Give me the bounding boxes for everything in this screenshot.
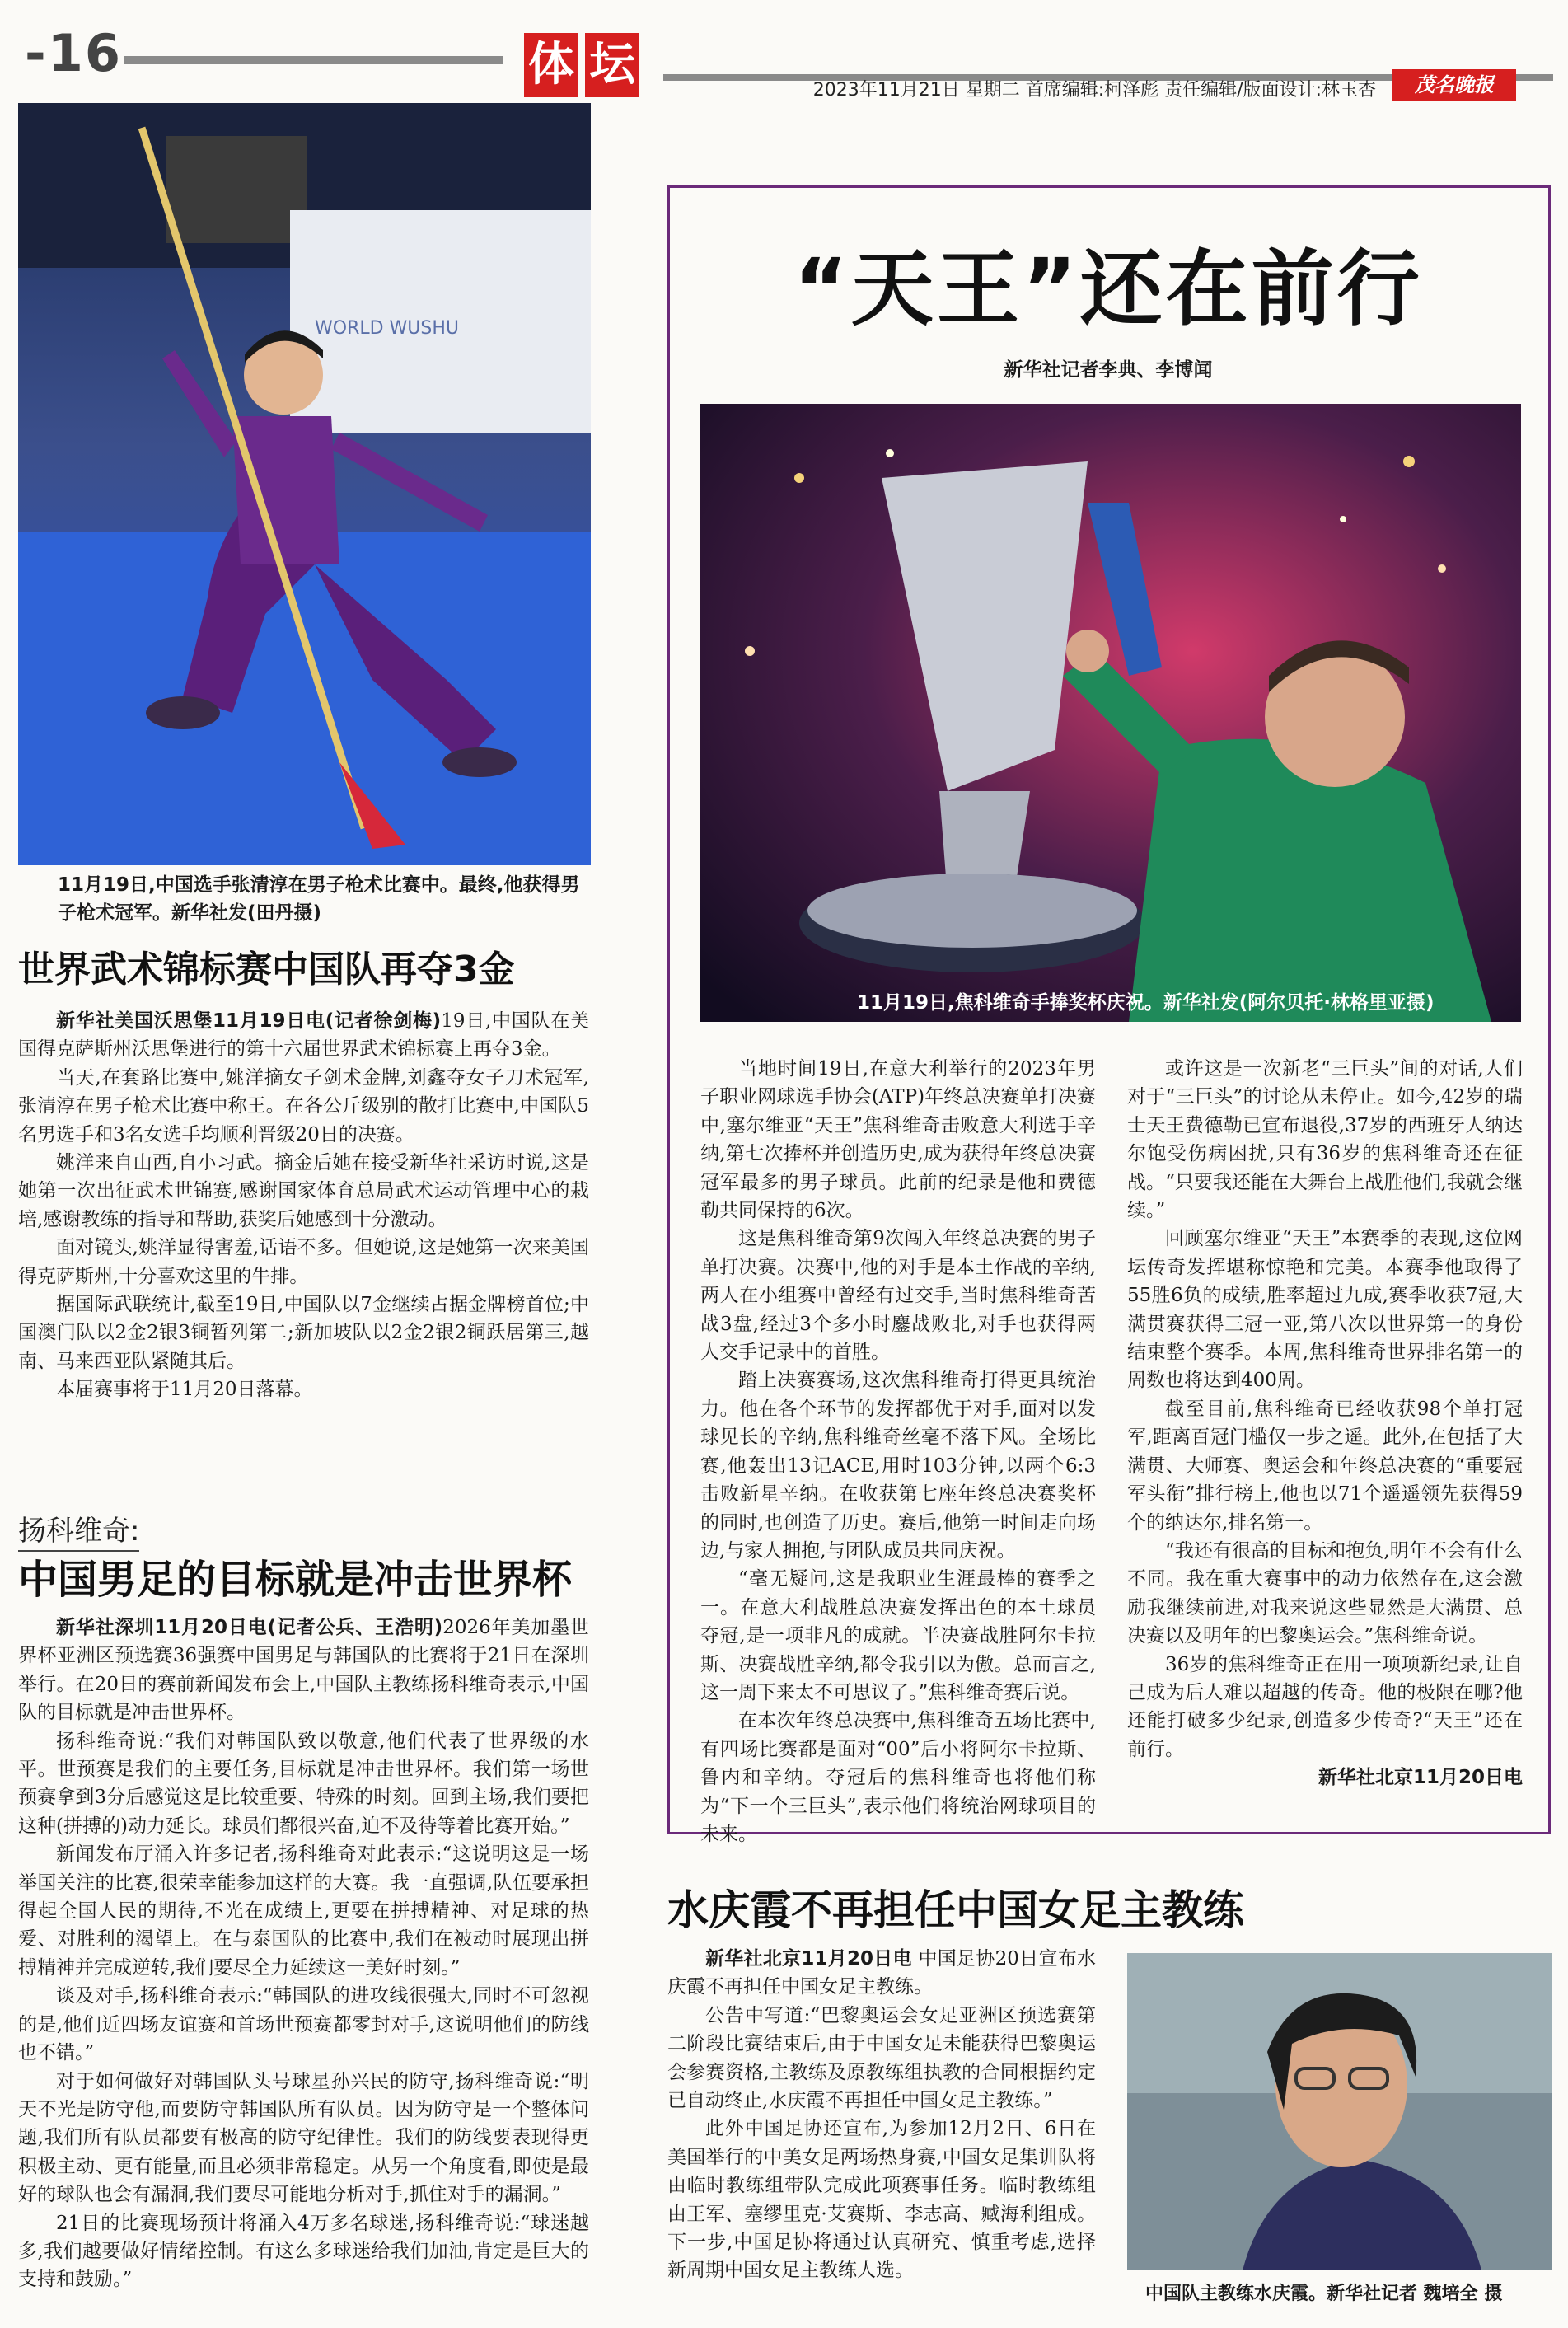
wushu-paragraph: 姚洋来自山西,自小习武。摘金后她在接受新华社采访时说,这是她第一次出征武术世锦赛,感谢国家体育总局武术运动管理中心的栽培,感谢教练的指导和帮助,获奖后她感到十分激动。 bbox=[18, 1152, 589, 1230]
coach-photo bbox=[1127, 1953, 1552, 2270]
football-lead: 新华社深圳11月20日电(记者公兵、王浩明) bbox=[56, 1617, 443, 1638]
wushu-paragraph: 据国际武联统计,截至19日,中国队以7金继续占据金牌榜首位;中国澳门队以2金2银3铜暂列第二;新加坡队以2金2银2铜跃居第三,越南、马来西亚队紧随其后。 bbox=[18, 1294, 589, 1372]
coach-photo-caption: 中国队主教练水庆霞。新华社记者 魏培全 摄 bbox=[1145, 2284, 1503, 2304]
wushu-photo bbox=[18, 103, 591, 865]
tennis-article-column-2 bbox=[1127, 1055, 1523, 1792]
section-title-char-2: 坛 bbox=[585, 33, 639, 97]
football-paragraph: 对于如何做好对韩国队头号球星孙兴民的防守,扬科维奇说:“明天不光是防守他,而要防守韩国队所有队员。因为防守是一个整体问题,我们所有队员都要有极高的防守纪律性。我们的防线要表现得更积极主动、更有能量,而且必须非常稳定。从另一个角度看,即使是最好的球队也会有漏洞,我们要尽可能地分析对手,抓住对手的漏洞。” bbox=[18, 2070, 589, 2206]
wushu-paragraph: 19日,中国队在美国得克萨斯州沃思堡进行的第十六届世界武术锦标赛上再夺3金。 bbox=[18, 1010, 589, 1061]
wushu-paragraph: 本届赛事将于11月20日落幕。 bbox=[56, 1379, 313, 1401]
wushu-article-body bbox=[18, 1007, 589, 1404]
wushu-lead: 新华社美国沃思堡11月19日电(记者徐剑梅) bbox=[56, 1010, 442, 1032]
tennis-paragraph: 截至目前,焦科维奇已经收获98个单打冠军,距离百冠门槛仅一步之遥。此外,在包括了大满贯、大师赛、奥运会和年终总决赛的“重要冠军头衔”排行榜上,他也以71个遥遥领先获得59个的纳达尔,排名第一。 bbox=[1127, 1398, 1523, 1534]
svg-text:WORLD WUSHU: WORLD WUSHU bbox=[315, 318, 460, 339]
tennis-paragraph: 这是焦科维奇第9次闯入年终总决赛的男子单打决赛。决赛中,他的对手是本土作战的辛纳,两人在小组赛中曾经有过交手,当时焦科维奇苦战3盘,经过3个多小时鏖战败北,对手也获得两人交手记录中的首胜。 bbox=[700, 1228, 1096, 1364]
tennis-photo bbox=[700, 404, 1521, 1022]
tennis-paragraph: 踏上决赛赛场,这次焦科维奇打得更具统治力。他在各个环节的发挥都优于对手,面对以发球见长的辛纳,焦科维奇丝毫不落下风。全场比赛,他轰出13记ACE,用时103分钟,以两个6:3击败新星辛纳。在收获第七座年终总决赛奖杯的同时,也创造了历史。赛后,他第一时间走向场边,与家人拥抱,与团队成员共同庆祝。 bbox=[700, 1370, 1096, 1562]
tennis-headline: “天王”还在前行 bbox=[793, 241, 1423, 337]
womens-football-paragraph: 中国足协20日宣布水庆霞不再担任中国女足主教练。 bbox=[667, 1948, 1097, 1998]
football-paragraph: 扬科维奇说:“我们对韩国队致以敬意,他们代表了世界级的水平。世预赛是我们的主要任务,目标就是冲击世界杯。我们第一场世预赛拿到3分后感觉这是比较重要、特殊的时刻。回到主场,我们要把这种(拼搏的)动力延长。球员们都很兴奋,迫不及待等着比赛开始。” bbox=[18, 1730, 589, 1837]
dateline: 2023年11月21日 星期二 首席编辑:柯泽彪 责任编辑/版面设计:林玉杏 bbox=[812, 80, 1376, 101]
page-number: -16 bbox=[25, 23, 123, 83]
football-headline: 中国男足的目标就是冲击世界杯 bbox=[18, 1557, 573, 1603]
tennis-article-column-1 bbox=[700, 1055, 1096, 1848]
football-article-body bbox=[18, 1614, 589, 2294]
football-paragraph: 21日的比赛现场预计将涌入4万多名球迷,扬科维奇说:“球迷越多,我们越要做好情绪控制。有这么多球迷给我们加油,肯定是巨大的支持和鼓励。” bbox=[18, 2212, 589, 2291]
section-title-char-1: 体 bbox=[524, 33, 578, 97]
football-paragraph: 2026年美加墨世界杯亚洲区预选赛36强赛中国男足与韩国队的比赛将于21日在深圳举行。在20日的赛前新闻发布会上,中国队主教练扬科维奇表示,中国队的目标就是冲击世界杯。 bbox=[18, 1617, 589, 1724]
wushu-athlete-illustration bbox=[18, 103, 591, 865]
trophy-celebration-illustration bbox=[700, 404, 1521, 1022]
tennis-paragraph: 当地时间19日,在意大利举行的2023年男子职业网球选手协会(ATP)年终总决赛单打决赛中,塞尔维亚“天王”焦科维奇击败意大利选手辛纳,第七次捧杯并创造历史,成为获得年终总决赛冠军最多的男子球员。此前的纪录是他和费德勒共同保持的6次。 bbox=[700, 1058, 1096, 1222]
tennis-paragraph: 36岁的焦科维奇正在用一项项新纪录,让自己成为后人难以超越的传奇。他的极限在哪?他还能打破多少纪录,创造多少传奇?“天王”还在前行。 bbox=[1127, 1653, 1523, 1760]
womens-football-paragraph: 公告中写道:“巴黎奥运会女足亚洲区预选赛第二阶段比赛结束后,由于中国女足未能获得巴黎奥运会参赛资格,主教练及原教练组执教的合同根据约定已自动终止,水庆霞不再担任中国女足主教练。” bbox=[667, 2004, 1096, 2112]
womens-football-lead: 新华社北京11月20日电 bbox=[705, 1948, 912, 1970]
tennis-paragraph: 或许这是一次新老“三巨头”间的对话,人们对于“三巨头”的讨论从未停止。如今,42岁的瑞士天王费德勒已宣布退役,37岁的西班牙人纳达尔饱受伤病困扰,只有36岁的焦科维奇还在征战。“只要我还能在大舞台上战胜他们,我就会继续。” bbox=[1127, 1058, 1523, 1222]
wushu-paragraph: 面对镜头,姚洋显得害羞,话语不多。但她说,这是她第一次来美国得克萨斯州,十分喜欢这里的牛排。 bbox=[18, 1237, 589, 1287]
tennis-paragraph: 在本次年终总决赛中,焦科维奇五场比赛中,有四场比赛都是面对“00”后小将阿尔卡拉斯、鲁内和辛纳。夺冠后的焦科维奇也将他们称为“下一个三巨头”,表示他们将统治网球项目的未来。 bbox=[700, 1710, 1096, 1845]
tennis-paragraph: “我还有很高的目标和抱负,明年不会有什么不同。我在重大赛事中的动力依然存在,这会激励我继续前进,对我来说这些显然是大满贯、总决赛以及明年的巴黎奥运会。”焦科维奇说。 bbox=[1127, 1539, 1523, 1647]
football-kicker: 扬科维奇: bbox=[18, 1508, 139, 1552]
coach-portrait-illustration bbox=[1127, 1953, 1552, 2270]
football-paragraph: 新闻发布厅涌入许多记者,扬科维奇对此表示:“这说明这是一场举国关注的比赛,很荣幸能参加这样的大赛。我一直强调,队伍要承担得起全国人民的期待,不光在成绩上,更要在拼搏精神、对足球的热爱、对胜利的渴望上。在与泰国队的比赛中,我们在被动时展现出拼搏精神并完成逆转,我们要尽全力延续这一美好时刻。” bbox=[18, 1843, 589, 1979]
wushu-headline: 世界武术锦标赛中国队再夺3金 bbox=[18, 949, 515, 991]
tennis-photo-caption: 11月19日,焦科维奇手捧奖杯庆祝。新华社发(阿尔贝托·林格里亚摄) bbox=[857, 992, 1435, 1014]
womens-football-paragraph: 此外中国足协还宣布,为参加12月2日、6日在美国举行的中美女足两场热身赛,中国女足集训队将由临时教练组带队完成此项赛事任务。临时教练组由王军、塞缪里克·艾赛斯、李志高、臧海利组成。下一步,中国足协将通过认真研究、慎重考虑,选择新周期中国女足主教练人选。 bbox=[667, 2118, 1096, 2282]
tennis-signoff: 新华社北京11月20日电 bbox=[1318, 1767, 1523, 1789]
newspaper-brand-logo: 茂名晚报 bbox=[1392, 69, 1516, 101]
womens-football-article-body bbox=[667, 1945, 1096, 2285]
womens-football-headline: 水庆霞不再担任中国女足主教练 bbox=[667, 1886, 1244, 1934]
football-paragraph: 谈及对手,扬科维奇表示:“韩国队的进攻线很强大,同时不可忽视的是,他们近四场友谊赛和首场世预赛都零封对手,这说明他们的防线也不错。” bbox=[18, 1985, 589, 2064]
tennis-byline: 新华社记者李典、李博闻 bbox=[1004, 359, 1213, 381]
wushu-paragraph: 当天,在套路比赛中,姚洋摘女子剑术金牌,刘鑫夺女子刀术冠军,张清淳在男子枪术比赛中称王。在各公斤级别的散打比赛中,中国队5名男选手和3名女选手均顺利晋级20日的决赛。 bbox=[18, 1066, 589, 1145]
wushu-photo-caption: 11月19日,中国选手张清淳在男子枪术比赛中。最终,他获得男子枪术冠军。新华社发(田丹摄) bbox=[58, 874, 580, 924]
tennis-paragraph: “毫无疑问,这是我职业生涯最棒的赛季之一。在意大利战胜总决赛发挥出色的本土球员夺冠,是一项非凡的成就。半决赛战胜阿尔卡拉斯、决赛战胜辛纳,都令我引以为傲。总而言之,这一周下来太不可思议了。”焦科维奇赛后说。 bbox=[700, 1568, 1096, 1703]
tennis-paragraph: 回顾塞尔维亚“天王”本赛季的表现,这位网坛传奇发挥堪称惊艳和完美。本赛季他取得了55胜6负的成绩,胜率超过九成,赛季收获7冠,大满贯赛获得三冠一亚,第八次以世界第一的身份结束整个赛季。本周,焦科维奇世界排名第一的周数也将达到400周。 bbox=[1127, 1228, 1523, 1392]
masthead-rule-left bbox=[124, 56, 503, 64]
